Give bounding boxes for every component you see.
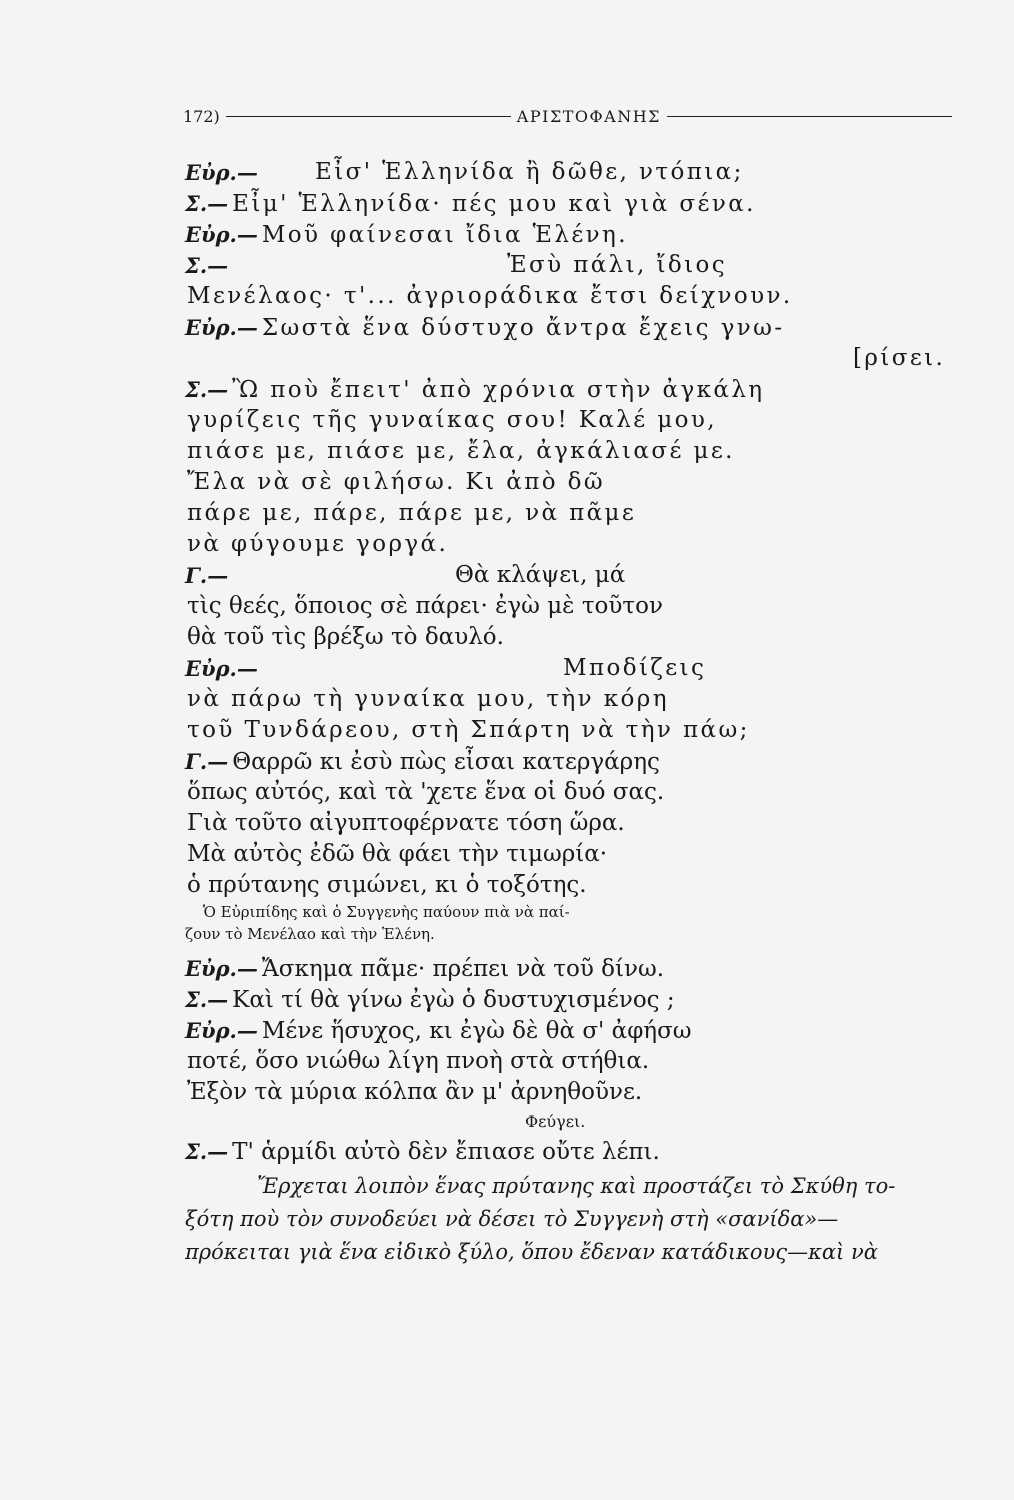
verse-line: [185, 777, 965, 808]
verse-text: [ρίσει.: [853, 345, 946, 371]
speaker-label: Εὐρ.—: [185, 956, 258, 981]
verse-text: Καὶ τί θὰ γίνω ἐγὼ ὁ δυστυχισμένος ;: [232, 987, 675, 1013]
verse-line: [185, 746, 965, 777]
verse-line: [185, 1077, 965, 1108]
prose-paragraph: [185, 1170, 960, 1269]
verse-line: [185, 1046, 965, 1077]
verse-text: τὶς θεές, ὅποιος σὲ πάρει· ἐγὼ μὲ τοῦτον: [187, 593, 663, 619]
verse-line: [185, 529, 965, 560]
verse-line: [185, 219, 965, 250]
verse-text: Μοῦ φαίνεσαι ἴδια Ἑλένη.: [261, 222, 628, 248]
verse-text: Μὰ αὐτὸς ἐδῶ θὰ φάει τὴν τιμωρία·: [187, 841, 608, 867]
stage-direction: Φεύγει.: [525, 1112, 586, 1131]
prose-line: Ἔρχεται λοιπὸν ἕνας πρύτανης καὶ προστάζει τὸ Σκύθη το-: [257, 1174, 896, 1198]
verse-line: [185, 188, 965, 219]
speaker-label: Σ.—: [185, 987, 229, 1012]
stage-direction: Ὁ Εὐριπίδης καὶ ὁ Συγγενὴς παύουν πιὰ νὰ παί-: [203, 903, 570, 921]
speaker-label: Εὐρ.—: [185, 656, 258, 681]
header-rule-right: [667, 116, 952, 117]
verse-line: [185, 870, 965, 901]
verse-line: [185, 498, 965, 529]
page-number: 172): [183, 106, 220, 126]
verse-text: Τ' ἁρμίδι αὐτὸ δὲν ἔπιασε οὔτε λέπι.: [232, 1139, 660, 1165]
verse-line: [185, 591, 965, 622]
running-title: ΑΡΙΣΤΟΦΑΝΗΣ: [516, 106, 661, 126]
speaker-label: Σ.—: [185, 253, 229, 278]
speaker-label: Εὐρ.—: [185, 1018, 258, 1043]
speaker-label: Σ.—: [185, 1139, 229, 1164]
verse-line: [185, 1136, 965, 1167]
header-rule-left: [226, 116, 511, 117]
verse-text: Θὰ κλάψει, μά: [455, 562, 626, 588]
stage-direction: ζουν τὸ Μενέλαο καὶ τὴν Ἑλένη.: [185, 925, 435, 943]
speaker-label: Εὐρ.—: [185, 160, 258, 185]
verse-text: Εἶσ' Ἑλληνίδα ἢ δῶθε, ντόπια;: [315, 159, 744, 185]
verse-text: θὰ τοῦ τὶς βρέξω τὸ δαυλό.: [187, 624, 504, 650]
verse-line: [185, 343, 965, 374]
verse-text: Ἄσκημα πᾶμε· πρέπει νὰ τοῦ δίνω.: [261, 956, 665, 982]
verse-line: [185, 281, 965, 312]
verse-line: [185, 622, 965, 653]
verse-text: ὁ πρύτανης σιμώνει, κι ὁ τοξότης.: [187, 872, 587, 898]
verse-line: [185, 953, 965, 984]
verse-line: [185, 467, 965, 498]
speaker-label: Σ.—: [185, 191, 229, 216]
speaker-label: Εὐρ.—: [185, 222, 258, 247]
prose-line: πρόκειται γιὰ ἕνα εἰδικὸ ξύλο, ὅπου ἔδεναν κατάδικους—καὶ νὰ: [185, 1240, 878, 1264]
verse-text: Μένε ἥσυχος, κι ἐγὼ δὲ θὰ σ' ἀφήσω: [261, 1018, 692, 1044]
verse-line: [185, 157, 965, 188]
verse-line: [185, 653, 965, 684]
verse-text: ὅπως αὐτός, καὶ τὰ 'χετε ἕνα οἱ δυό σας.: [187, 779, 665, 805]
speaker-label: Εὐρ.—: [185, 315, 258, 340]
verse-text: Ἐξὸν τὰ μύρια κόλπα ἂν μ' ἀρνηθοῦνε.: [187, 1079, 643, 1105]
verse-text: Ὢ ποὺ ἔπειτ' ἀπὸ χρόνια στὴν ἀγκάλη: [232, 377, 765, 403]
speaker-label: Σ.—: [185, 377, 229, 402]
verse-text: Μποδίζεις: [563, 655, 707, 681]
verse-line: [185, 250, 965, 281]
speaker-label: Γ.—: [185, 749, 229, 774]
verse-line: [185, 374, 965, 405]
verse-text: νὰ πάρω τὴ γυναίκα μου, τὴν κόρη: [187, 686, 669, 712]
verse-text: νὰ φύγουμε γοργά.: [187, 531, 449, 557]
prose-line: ξότη ποὺ τὸν συνοδεύει νὰ δέσει τὸ Συγγενὴ στὴ «σανίδα»—: [185, 1207, 839, 1231]
play-text: [185, 157, 965, 1167]
running-header: [183, 104, 958, 128]
verse-text: πάρε με, πάρε, πάρε με, νὰ πᾶμε: [187, 500, 637, 526]
verse-line: [185, 436, 965, 467]
verse-line: [185, 405, 965, 436]
verse-text: πιάσε με, πιάσε με, ἔλα, ἀγκάλιασέ με.: [187, 438, 735, 464]
verse-text: Ἐσὺ πάλι, ἴδιος: [507, 252, 728, 278]
verse-line: [185, 715, 965, 746]
verse-text: γυρίζεις τῆς γυναίκας σου! Καλέ μου,: [187, 407, 718, 433]
verse-line: [185, 1015, 965, 1046]
verse-text: Θαρρῶ κι ἐσὺ πὼς εἶσαι κατεργάρης: [232, 749, 660, 775]
verse-line: [185, 984, 965, 1015]
verse-text: Ἔλα νὰ σὲ φιλήσω. Κι ἀπὸ δῶ: [187, 469, 606, 495]
verse-line: [185, 808, 965, 839]
verse-text: Γιὰ τοῦτο αἰγυπτοφέρνατε τόση ὥρα.: [187, 810, 625, 836]
verse-text: ποτέ, ὅσο νιώθω λίγη πνοὴ στὰ στήθια.: [187, 1048, 650, 1074]
verse-line: [185, 560, 965, 591]
verse-line: [185, 312, 965, 343]
verse-text: Μενέλαος· τ'... ἀγριοράδικα ἔτσι δείχνουν.: [187, 283, 793, 309]
verse-line: [185, 839, 965, 870]
speaker-label: Γ.—: [185, 563, 229, 588]
verse-text: τοῦ Τυνδάρεου, στὴ Σπάρτη νὰ τὴν πάω;: [187, 717, 750, 743]
verse-line: [185, 684, 965, 715]
verse-text: Εἶμ' Ἑλληνίδα· πές μου καὶ γιὰ σένα.: [232, 191, 756, 217]
verse-text: Σωστὰ ἕνα δύστυχο ἄντρα ἔχεις γνω-: [261, 315, 785, 341]
